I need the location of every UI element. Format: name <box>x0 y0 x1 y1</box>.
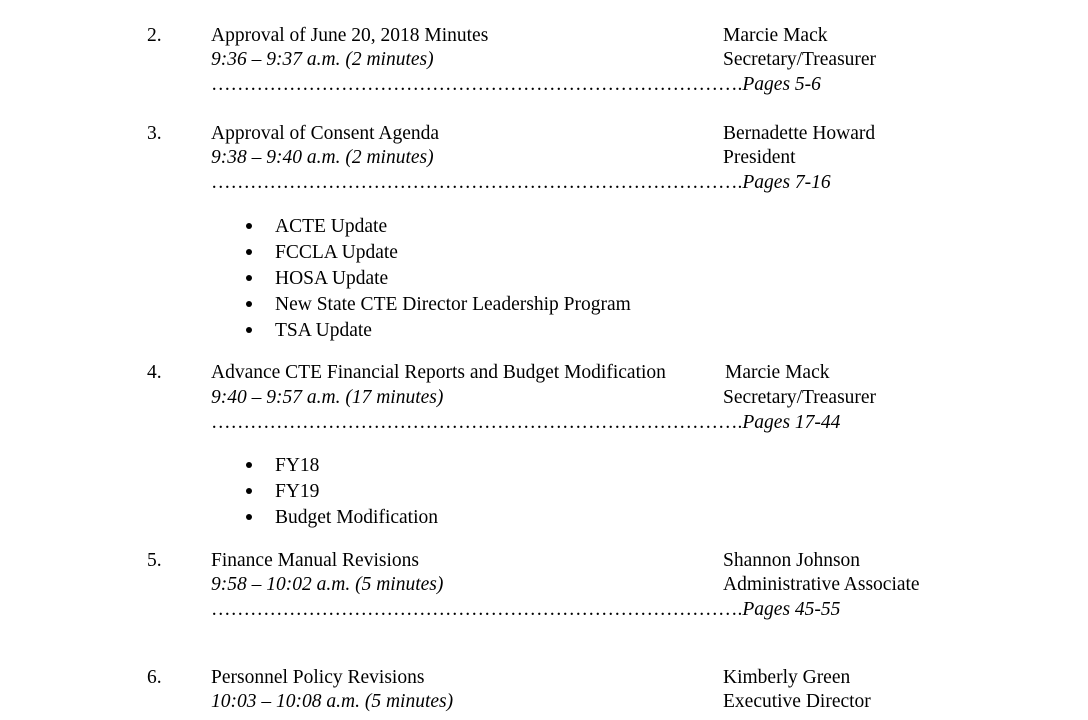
item-time: 9:36 – 9:37 a.m. (2 minutes) <box>211 49 434 70</box>
item-role: Executive Director <box>723 691 871 712</box>
dot-leader: ………………………………………………………………………. <box>211 172 743 193</box>
list-item: TSA Update <box>243 318 631 344</box>
item-role: President <box>723 147 796 168</box>
item-role: Secretary/Treasurer <box>723 49 877 70</box>
list-item: HOSA Update <box>243 266 631 292</box>
item-title: Approval of Consent Agenda <box>211 123 440 144</box>
item-time: 9:40 – 9:57 a.m. (17 minutes) <box>211 387 444 408</box>
item-presenter: Bernadette Howard <box>723 123 876 144</box>
item-number: 4. <box>147 362 162 383</box>
dot-leader: ………………………………………………………………………. <box>211 599 743 620</box>
item-page-reference <box>211 411 840 435</box>
item-bullet-list <box>243 453 438 531</box>
item-pages: Pages 7-16 <box>742 172 831 193</box>
list-item: FCCLA Update <box>243 240 631 266</box>
bullet-icon <box>243 479 275 505</box>
item-page-reference <box>211 598 840 622</box>
bullet-icon <box>243 266 275 292</box>
item-presenter: Shannon Johnson <box>723 550 861 571</box>
item-role: Administrative Associate <box>723 574 920 595</box>
item-page-reference <box>211 171 831 195</box>
bullet-icon <box>243 505 275 531</box>
dot-leader: ………………………………………………………………………. <box>211 74 743 95</box>
item-presenter: Marcie Mack <box>723 25 828 46</box>
list-item: Budget Modification <box>243 505 438 531</box>
item-number: 6. <box>147 667 162 688</box>
item-pages: Pages 45-55 <box>742 599 841 620</box>
item-pages: Pages 5-6 <box>742 74 821 95</box>
item-title: Advance CTE Financial Reports and Budget Modification <box>211 362 666 383</box>
item-pages: Pages 17-44 <box>742 412 841 433</box>
item-page-reference <box>211 73 821 97</box>
bullet-icon <box>243 240 275 266</box>
bullet-icon <box>243 453 275 479</box>
item-presenter: Kimberly Green <box>723 667 851 688</box>
list-item: New State CTE Director Leadership Program <box>243 292 631 318</box>
list-item: FY18 <box>243 453 438 479</box>
item-title: Personnel Policy Revisions <box>211 667 425 688</box>
bullet-icon <box>243 214 275 240</box>
bullet-icon <box>243 292 275 318</box>
item-presenter: Marcie Mack <box>725 362 830 383</box>
item-number: 2. <box>147 25 162 46</box>
item-title: Finance Manual Revisions <box>211 550 419 571</box>
bullet-icon <box>243 318 275 344</box>
item-time: 10:03 – 10:08 a.m. (5 minutes) <box>211 691 454 712</box>
item-number: 3. <box>147 123 162 144</box>
list-item: ACTE Update <box>243 214 631 240</box>
item-number: 5. <box>147 550 162 571</box>
dot-leader: ………………………………………………………………………. <box>211 412 743 433</box>
list-item: FY19 <box>243 479 438 505</box>
item-role: Secretary/Treasurer <box>723 387 877 408</box>
item-bullet-list <box>243 214 631 344</box>
item-time: 9:58 – 10:02 a.m. (5 minutes) <box>211 574 444 595</box>
item-title: Approval of June 20, 2018 Minutes <box>211 25 489 46</box>
item-time: 9:38 – 9:40 a.m. (2 minutes) <box>211 147 434 168</box>
